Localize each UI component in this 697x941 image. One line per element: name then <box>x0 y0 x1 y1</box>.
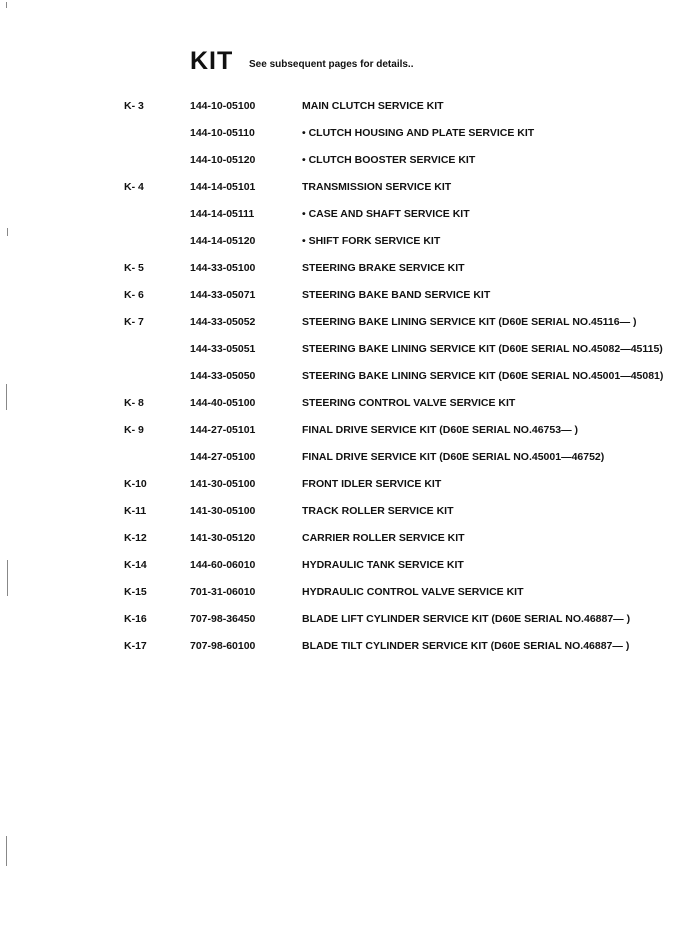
scan-speck <box>7 560 8 596</box>
kit-description: MAIN CLUTCH SERVICE KIT <box>302 100 444 112</box>
kit-row <box>0 393 697 420</box>
kit-description: BLADE LIFT CYLINDER SERVICE KIT (D60E SERIAL NO.46887— ) <box>302 613 631 625</box>
part-number: 141-30-05100 <box>190 478 256 490</box>
scan-speck <box>6 836 7 866</box>
page-subtitle: See subsequent pages for details.. <box>249 59 414 70</box>
kit-row <box>0 339 697 366</box>
kit-row <box>0 231 697 258</box>
kit-description: FINAL DRIVE SERVICE KIT (D60E SERIAL NO.45001—46752) <box>302 451 605 463</box>
part-number: 144-27-05101 <box>190 424 256 436</box>
part-number: 144-10-05120 <box>190 154 256 166</box>
kit-row <box>0 177 697 204</box>
kit-description: • CLUTCH HOUSING AND PLATE SERVICE KIT <box>302 127 535 139</box>
kit-code: K-10 <box>124 478 147 490</box>
kit-row <box>0 501 697 528</box>
kit-row <box>0 285 697 312</box>
part-number: 144-33-05071 <box>190 289 256 301</box>
part-number: 141-30-05120 <box>190 532 256 544</box>
part-number: 707-98-60100 <box>190 640 256 652</box>
kit-code: K-14 <box>124 559 147 571</box>
kit-row <box>0 312 697 339</box>
kit-code: K- 6 <box>124 289 144 301</box>
part-number: 707-98-36450 <box>190 613 256 625</box>
kit-description: • CASE AND SHAFT SERVICE KIT <box>302 208 470 220</box>
kit-row <box>0 555 697 582</box>
kit-row <box>0 609 697 636</box>
kit-row <box>0 447 697 474</box>
part-number: 144-14-05101 <box>190 181 256 193</box>
kit-code: K- 3 <box>124 100 144 112</box>
kit-row <box>0 366 697 393</box>
kit-row <box>0 474 697 501</box>
kit-description: TRACK ROLLER SERVICE KIT <box>302 505 454 517</box>
kit-row <box>0 528 697 555</box>
part-number: 701-31-06010 <box>190 586 256 598</box>
kit-description: FINAL DRIVE SERVICE KIT (D60E SERIAL NO.46753— ) <box>302 424 578 436</box>
kit-code: K- 9 <box>124 424 144 436</box>
kit-row <box>0 96 697 123</box>
kit-description: STEERING BAKE LINING SERVICE KIT (D60E SERIAL NO.45082—45115) <box>302 343 663 355</box>
kit-description: • CLUTCH BOOSTER SERVICE KIT <box>302 154 476 166</box>
part-number: 144-27-05100 <box>190 451 256 463</box>
scan-speck <box>7 228 8 236</box>
kit-row <box>0 420 697 447</box>
kit-code: K-17 <box>124 640 147 652</box>
kit-row <box>0 123 697 150</box>
kit-description: HYDRAULIC TANK SERVICE KIT <box>302 559 464 571</box>
kit-description: CARRIER ROLLER SERVICE KIT <box>302 532 465 544</box>
part-number: 144-10-05110 <box>190 127 255 139</box>
kit-list <box>0 96 697 663</box>
kit-description: TRANSMISSION SERVICE KIT <box>302 181 452 193</box>
part-number: 144-40-05100 <box>190 397 256 409</box>
part-number: 144-33-05050 <box>190 370 256 382</box>
part-number: 144-33-05051 <box>190 343 256 355</box>
kit-description: • SHIFT FORK SERVICE KIT <box>302 235 441 247</box>
kit-code: K-12 <box>124 532 147 544</box>
kit-description: BLADE TILT CYLINDER SERVICE KIT (D60E SERIAL NO.46887— ) <box>302 640 630 652</box>
kit-description: STEERING BRAKE SERVICE KIT <box>302 262 465 274</box>
kit-description: HYDRAULIC CONTROL VALVE SERVICE KIT <box>302 586 524 598</box>
kit-description: STEERING BAKE BAND SERVICE KIT <box>302 289 491 301</box>
kit-code: K-15 <box>124 586 147 598</box>
kit-row <box>0 150 697 177</box>
kit-description: STEERING CONTROL VALVE SERVICE KIT <box>302 397 516 409</box>
kit-row <box>0 636 697 663</box>
part-number: 144-14-05111 <box>190 208 255 220</box>
part-number: 144-33-05100 <box>190 262 256 274</box>
kit-row <box>0 582 697 609</box>
part-number: 141-30-05100 <box>190 505 256 517</box>
page-title: KIT <box>190 47 234 75</box>
kit-code: K- 8 <box>124 397 144 409</box>
kit-description: STEERING BAKE LINING SERVICE KIT (D60E SERIAL NO.45001—45081) <box>302 370 664 382</box>
kit-code: K- 7 <box>124 316 144 328</box>
kit-row <box>0 204 697 231</box>
scan-speck <box>6 384 7 410</box>
kit-row <box>0 258 697 285</box>
part-number: 144-33-05052 <box>190 316 256 328</box>
kit-description: STEERING BAKE LINING SERVICE KIT (D60E SERIAL NO.45116— ) <box>302 316 637 328</box>
kit-code: K- 5 <box>124 262 144 274</box>
kit-code: K-16 <box>124 613 147 625</box>
part-number: 144-10-05100 <box>190 100 256 112</box>
part-number: 144-14-05120 <box>190 235 256 247</box>
kit-code: K-11 <box>124 505 147 517</box>
part-number: 144-60-06010 <box>190 559 256 571</box>
scan-speck <box>6 2 7 8</box>
kit-code: K- 4 <box>124 181 144 193</box>
kit-description: FRONT IDLER SERVICE KIT <box>302 478 442 490</box>
